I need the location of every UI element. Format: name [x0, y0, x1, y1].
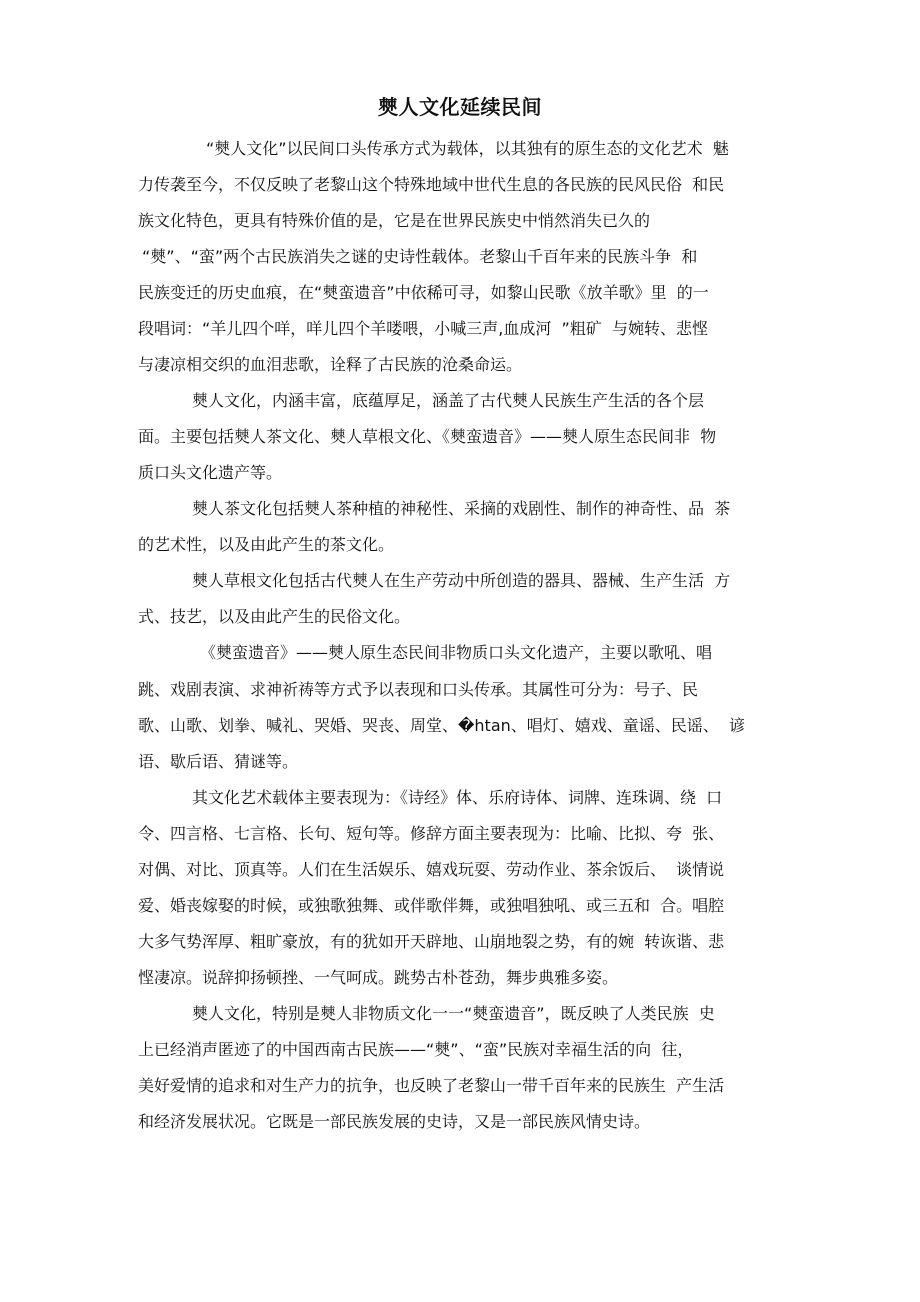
text-line: 上已经消声匿迹了的中国西南古民族——“僰”、“蛮”民族对幸福生活的向 往， [138, 1040, 694, 1059]
text-line: 力传袭至今，不仅反映了老黎山这个特殊地域中世代生息的各民族的民风民俗 和民 [138, 175, 725, 194]
text-line: “僰人文化”以民间口头传承方式为载体，以其独有的原生态的文化艺术 魅 [206, 139, 729, 158]
text-line: 僰人文化，特别是僰人非物质文化一一“僰蛮遗音”，既反映了人类民族 史 [192, 1004, 715, 1023]
text-line: 僰人文化，内涵丰富，底蕴厚足，涵盖了古代僰人民族生产生活的各个层 [192, 391, 705, 410]
text-line: 式、技艺，以及由此产生的民俗文化。 [138, 607, 411, 626]
document-title: 僰人文化延续民间 [378, 95, 542, 119]
text-line: 民族变迁的历史血痕，在“僰蛮遗音”中依稀可寻，如黎山民歌《放羊歌》里 的一 [138, 283, 709, 302]
text-line: 《僰蛮遗音》——僰人原生态民间非物质口头文化遗产，主要以歌吼、唱 [200, 643, 713, 662]
text-line: 和经济发展状况。它既是一部民族发展的史诗，又是一部民族风情史诗。 [138, 1112, 651, 1131]
text-line: 与凄凉相交织的血泪悲歌，诠释了古民族的沧桑命运。 [138, 355, 523, 374]
text-line: 面。主要包括僰人茶文化、僰人草根文化、《僰蛮遗音》——僰人原生态民间非 物 [138, 427, 717, 446]
text-line: 歌、山歌、划拳、喊礼、哭婚、哭丧、周堂、�htan、唱灯、嬉戏、童谣、民谣、 谚 [138, 716, 745, 735]
text-line: 语、歇后语、猜谜等。 [138, 752, 299, 771]
text-line: 对偶、对比、顶真等。人们在生活娱乐、嬉戏玩耍、劳动作业、茶余饭后、 谈情说 [138, 860, 725, 879]
text-line: 美好爱情的追求和对生产力的抗争，也反映了老黎山一带千百年来的民族生 产生活 [138, 1076, 725, 1095]
text-line: 僰人草根文化包括古代僰人在生产劳动中所创造的器具、器械、生产生活 方 [192, 571, 731, 590]
text-line: 悭凄凉。说辞抑扬顿挫、一气呵成。跳势古朴苍劲，舞步典雅多姿。 [138, 968, 619, 987]
text-line: 其文化艺术载体主要表现为：《诗经》体、乐府诗体、词牌、连珠调、绕 口 [192, 788, 723, 807]
text-line: 族文化特色，更具有特殊价值的是，它是在世界民族史中悄然消失已久的 [138, 211, 651, 230]
text-line: 的艺术性，以及由此产生的茶文化。 [138, 535, 395, 554]
text-line: 质口头文化遗产等。 [138, 463, 283, 482]
text-line: “僰”、“蛮”两个古民族消失之谜的史诗性载体。老黎山千百年来的民族斗争 和 [142, 247, 698, 266]
text-line: 僰人茶文化包括僰人茶种植的神秘性、采摘的戏剧性、制作的神奇性、品 茶 [192, 499, 731, 518]
text-line: 段唱词：“羊儿四个咩，咩儿四个羊喽喂，小喊三声,血成河 ”粗矿 与婉转、悲悭 [138, 319, 709, 338]
text-line: 爱、婚丧嫁娶的时候，或独歌独舞、或伴歌伴舞，或独唱独吼、或三五和 合。唱腔 [138, 896, 725, 915]
text-line: 大多气势浑厚、粗旷豪放，有的犹如开天辟地、山崩地裂之势，有的婉 转诙谐、悲 [138, 932, 725, 951]
text-line: 令、四言格、七言格、长句、短句等。修辞方面主要表现为：比喻、比拟、夸 张、 [138, 824, 725, 843]
text-line: 跳、戏剧表演、求神祈祷等方式予以表现和口头传承。其属性可分为：号子、民 [138, 680, 699, 699]
